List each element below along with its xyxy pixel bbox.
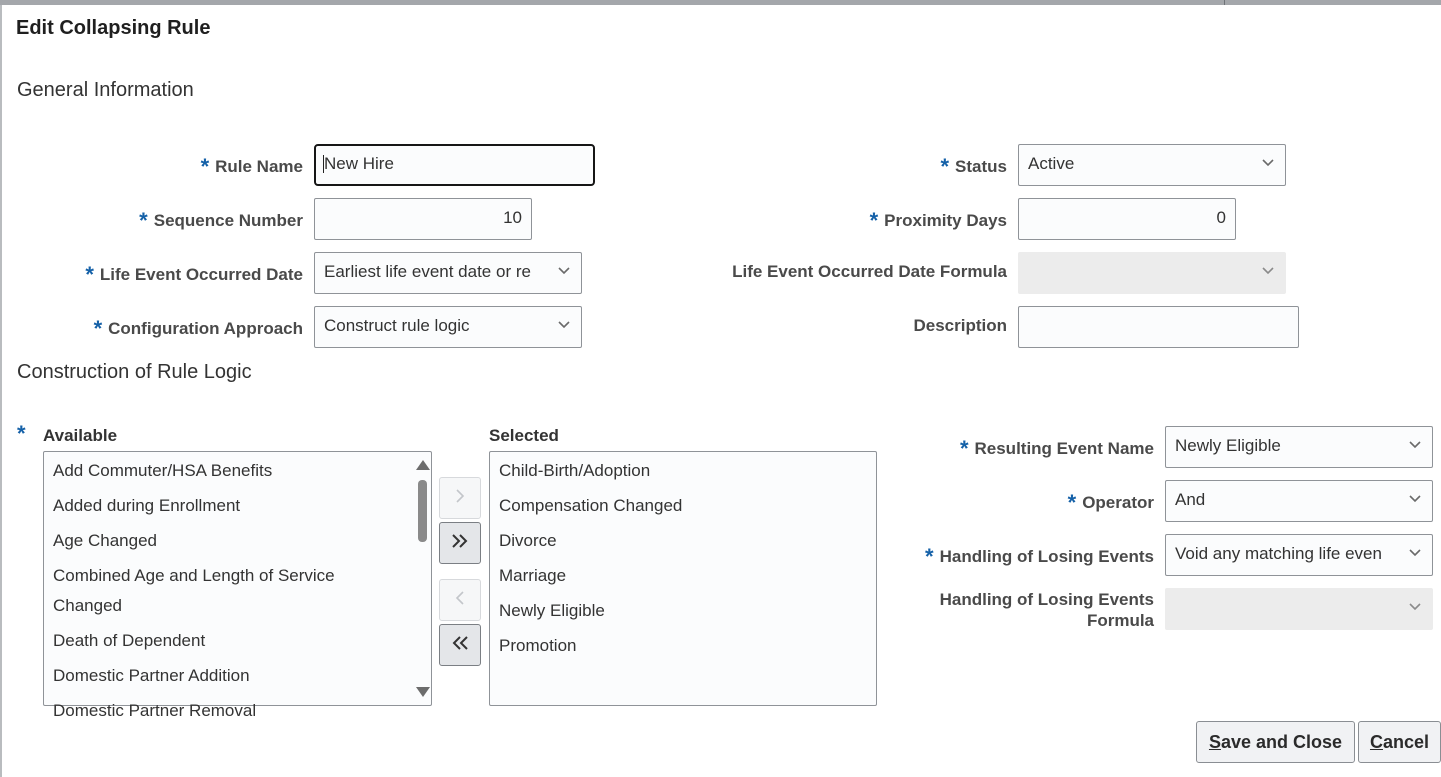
sequence-number-label: * Sequence Number xyxy=(139,208,303,233)
proximity-days-label: * Proximity Days xyxy=(869,208,1007,233)
dialog-left-edge xyxy=(0,5,2,777)
required-indicator: * xyxy=(93,316,103,341)
list-item[interactable]: Death of Dependent xyxy=(53,631,206,650)
handling-losing-events-select[interactable]: Void any matching life even xyxy=(1165,534,1433,576)
list-item[interactable]: Divorce xyxy=(499,531,557,550)
chevron-down-icon xyxy=(558,267,570,275)
list-item[interactable]: Added during Enrollment xyxy=(53,496,241,515)
required-indicator: * xyxy=(85,262,94,287)
life-event-occurred-date-select[interactable]: Earliest life event date or re xyxy=(314,252,582,294)
rule-name-label: * Rule Name xyxy=(200,154,303,179)
description-input[interactable] xyxy=(1018,306,1299,348)
remove-button[interactable] xyxy=(439,579,481,621)
available-listbox[interactable] xyxy=(43,451,432,720)
section-general-information: General Information xyxy=(17,79,194,101)
list-item[interactable]: Age Changed xyxy=(53,531,157,550)
list-item[interactable]: Changed xyxy=(53,596,123,615)
available-list xyxy=(44,452,431,726)
window-top-bar xyxy=(0,0,1441,5)
double-chevron-left-icon xyxy=(450,635,470,656)
required-indicator: * xyxy=(925,544,934,569)
scroll-up-icon[interactable] xyxy=(416,460,430,470)
scroll-down-icon[interactable] xyxy=(416,687,430,697)
chevron-down-icon xyxy=(1409,495,1421,503)
list-item[interactable]: Promotion xyxy=(499,636,577,655)
required-indicator: * xyxy=(869,208,879,233)
top-bar-divider xyxy=(1224,0,1225,5)
section-construction-of-rule-logic: Construction of Rule Logic xyxy=(17,361,252,383)
list-item[interactable]: Child-Birth/Adoption xyxy=(499,461,651,480)
save-and-close-button[interactable]: Save and Close xyxy=(1196,721,1355,763)
move-button[interactable] xyxy=(439,477,481,519)
text-caret xyxy=(323,155,324,173)
resulting-event-name-select[interactable]: Newly Eligible xyxy=(1165,426,1433,468)
chevron-down-icon xyxy=(1262,159,1274,167)
double-chevron-right-icon xyxy=(450,533,470,554)
chevron-down-icon xyxy=(1409,549,1421,557)
life-event-formula-label: Life Event Occurred Date Formula xyxy=(732,262,1007,281)
life-event-formula-select xyxy=(1018,252,1286,294)
status-label: * Status xyxy=(940,154,1007,179)
available-label: Available xyxy=(43,426,118,445)
required-indicator: * xyxy=(959,436,969,461)
list-item[interactable]: Domestic Partner Addition xyxy=(53,666,250,685)
required-indicator: * xyxy=(940,154,950,179)
resulting-event-name-label: * Resulting Event Name xyxy=(959,436,1154,461)
list-item[interactable]: Domestic Partner Removal xyxy=(53,701,257,720)
list-item[interactable]: Compensation Changed xyxy=(499,496,683,515)
remove-all-button[interactable] xyxy=(439,624,481,666)
chevron-down-icon xyxy=(558,321,570,329)
configuration-approach-select[interactable]: Construct rule logic xyxy=(314,306,582,348)
list-item[interactable]: Newly Eligible xyxy=(499,601,605,620)
operator-select[interactable]: And xyxy=(1165,480,1433,522)
required-indicator: * xyxy=(17,421,26,446)
list-item[interactable]: Add Commuter/HSA Benefits xyxy=(53,461,273,480)
required-indicator: * xyxy=(1067,490,1077,515)
selected-list xyxy=(490,452,876,661)
move-all-button[interactable] xyxy=(439,522,481,564)
life-event-occurred-date-label: * Life Event Occurred Date xyxy=(85,262,303,287)
handling-losing-events-label: * Handling of Losing Events xyxy=(925,544,1154,569)
dialog-title: Edit Collapsing Rule xyxy=(16,17,211,39)
cancel-button[interactable]: Cancel xyxy=(1358,721,1441,763)
sequence-number-input[interactable]: 10 xyxy=(314,198,532,240)
configuration-approach-label: * Configuration Approach xyxy=(93,316,303,341)
rule-name-input[interactable]: New Hire xyxy=(314,144,595,186)
chevron-down-icon xyxy=(1409,441,1421,449)
scrollbar-thumb[interactable] xyxy=(418,480,427,542)
description-label: Description xyxy=(913,316,1007,335)
proximity-days-input[interactable]: 0 xyxy=(1018,198,1236,240)
selected-label: Selected xyxy=(489,426,559,445)
list-item[interactable]: Combined Age and Length of Service xyxy=(53,566,335,585)
required-indicator: * xyxy=(139,208,148,233)
status-select[interactable]: Active xyxy=(1018,144,1286,186)
chevron-down-icon xyxy=(1262,267,1274,275)
required-indicator: * xyxy=(200,154,210,179)
selected-listbox[interactable] xyxy=(489,451,877,706)
scrollbar[interactable] xyxy=(415,454,429,703)
handling-losing-events-formula-label: Handling of Losing Events Formula xyxy=(939,590,1154,630)
chevron-left-icon xyxy=(454,590,466,611)
handling-losing-events-formula-select xyxy=(1165,588,1433,630)
chevron-down-icon xyxy=(1409,603,1421,611)
operator-label: * Operator xyxy=(1067,490,1154,515)
list-item[interactable]: Marriage xyxy=(499,566,567,585)
chevron-right-icon xyxy=(454,488,466,509)
